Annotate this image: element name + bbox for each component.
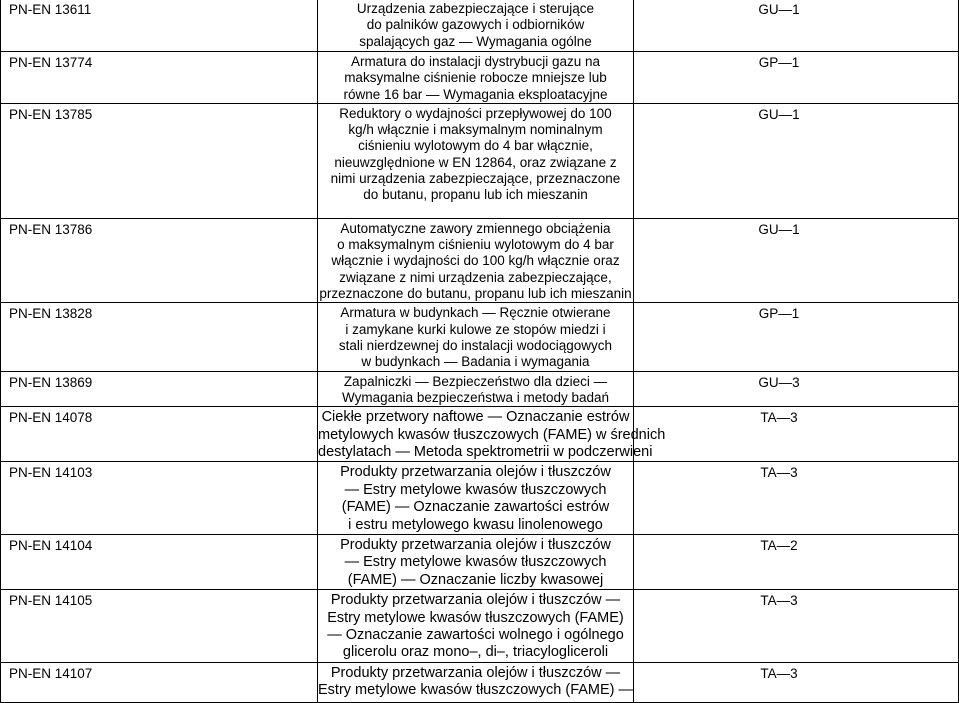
standard-title-line: o maksymalnym ciśnieniu wylotowym do 4 bar (337, 237, 614, 253)
standard-title-line: Zapalniczki — Bezpieczeństwo dla dzieci — (343, 373, 608, 389)
standard-title (318, 303, 634, 371)
standard-title-line: maksymalne ciśnienie robocze mniejsze lub (344, 70, 607, 86)
standard-group: TA—3 (634, 407, 959, 462)
standard-title-line: Urządzenia zabezpieczające i sterujące (356, 1, 595, 16)
standard-code: PN-EN 14104 (1, 535, 318, 590)
standard-title (318, 371, 634, 407)
standard-group: GU—3 (634, 371, 959, 407)
standard-code: PN-EN 13785 (1, 103, 318, 218)
standard-title (318, 535, 634, 590)
standard-group: GP—1 (634, 303, 959, 371)
standard-title-line: Ciekłe przetwory naftowe — Oznaczanie estrów (321, 409, 630, 426)
standard-title-line: do palników gazowych i odbiorników (366, 17, 585, 33)
standard-group: TA—3 (634, 462, 959, 535)
table-row (1, 407, 959, 462)
standard-title-line: Estry metylowe kwasów tłuszczowych (FAME) (327, 609, 624, 626)
standard-title-line: destylatach — Metoda spektrometrii w podczerwieni (318, 443, 653, 460)
standard-group: TA—2 (634, 535, 959, 590)
standard-code: PN-EN 14103 (1, 462, 318, 535)
standard-title-line: Produkty przetwarzania olejów i tłuszczów — (330, 592, 621, 609)
standard-title-line: spalających gaz — Wymagania ogólne (359, 33, 592, 49)
table-row (1, 0, 959, 52)
standard-title (318, 407, 666, 462)
standard-title-line: i estru metylowego kwasu linolenowego (348, 516, 603, 533)
standard-title-line: metylowych kwasów tłuszczowych (FAME) w średnich (318, 426, 666, 443)
standard-title-line: ciśnieniu wylotowym do 4 bar włącznie, (358, 138, 593, 154)
standard-title-line: Produkty przetwarzania olejów i tłuszczów (340, 537, 611, 553)
standard-title-line: do butanu, propanu lub ich mieszanin (363, 187, 588, 203)
standard-title-line: Wymagania bezpieczeństwa i metody badań (341, 389, 610, 405)
standard-title (318, 52, 634, 104)
standard-title-line: równe 16 bar — Wymagania eksploatacyjne (343, 86, 608, 102)
standard-title (318, 662, 634, 702)
standard-title-line: Reduktory o wydajności przepływowej do 100 (339, 105, 612, 121)
standard-code: PN-EN 14107 (1, 662, 318, 702)
standard-title-line: w budynkach — Badania i wymagania (361, 354, 590, 370)
standard-code: PN-EN 13869 (1, 371, 318, 407)
standard-title-line: nimi urządzenia zabezpieczające, przeznaczone (330, 171, 621, 187)
standard-title-line: Armatura w budynkach — Ręcznie otwierane (340, 305, 611, 321)
standard-group: GU—1 (634, 218, 959, 302)
standard-title-line: przeznaczone do butanu, propanu lub ich mieszanin (319, 286, 632, 302)
standard-code: PN-EN 13774 (1, 52, 318, 104)
table-row (1, 52, 959, 104)
table-row (1, 371, 959, 407)
standard-title-line: i zamykane kurki kulowe ze stopów miedzi i (345, 321, 606, 337)
table-row (1, 103, 959, 218)
standard-title-line: Armatura do instalacji dystrybucji gazu na (350, 54, 601, 69)
standard-title (318, 590, 634, 663)
standard-group: TA—3 (634, 662, 959, 702)
standard-title-line: (FAME) — Oznaczanie zawartości estrów (341, 499, 610, 516)
standard-title-line: Produkty przetwarzania olejów i tłuszczów — (330, 664, 621, 681)
standard-title-line: kg/h włącznie i maksymalnym nominalnym (348, 122, 603, 138)
standard-title-line: Estry metylowe kwasów tłuszczowych (FAME) — (318, 682, 634, 699)
standard-group: TA—3 (634, 590, 959, 663)
standard-title-line: Automatyczne zawory zmiennego obciążenia (340, 220, 611, 236)
standard-group: GU—1 (634, 0, 959, 52)
table-row (1, 462, 959, 535)
table-row (1, 535, 959, 590)
standard-title (318, 103, 634, 218)
standard-title-line: Produkty przetwarzania olejów i tłuszczów (340, 464, 611, 481)
table-row (1, 303, 959, 371)
standard-code: PN-EN 13786 (1, 218, 318, 302)
table-row (1, 218, 959, 302)
standard-code: PN-EN 14078 (1, 407, 318, 462)
table-row (1, 662, 959, 702)
standard-code: PN-EN 13611 (1, 0, 318, 52)
standard-title-line: nieuwzględnione w EN 12864, oraz związane z (334, 154, 617, 170)
standard-code: PN-EN 13828 (1, 303, 318, 371)
standard-code: PN-EN 14105 (1, 590, 318, 663)
standard-title (318, 0, 634, 52)
table-row (1, 590, 959, 663)
standard-title-line: glicerolu oraz mono–, di–, triacylogliceroli (342, 644, 609, 661)
standard-title-line: — Oznaczanie zawartości wolnego i ogólnego (327, 627, 624, 644)
standard-title (318, 218, 634, 302)
standard-title-line: (FAME) — Oznaczanie liczby kwasowej (347, 571, 604, 588)
standard-title-line: — Estry metylowe kwasów tłuszczowych (344, 554, 607, 571)
standard-title-line: — Estry metylowe kwasów tłuszczowych (344, 481, 607, 498)
standard-title-line: stali nierdzewnej do instalacji wodociągowych (338, 337, 613, 353)
standard-title-line: związane z nimi urządzenia zabezpieczające, (339, 269, 612, 285)
standard-title-line: włącznie i wydajności do 100 kg/h włącznie oraz (331, 253, 620, 269)
standard-group: GU—1 (634, 103, 959, 218)
standard-group: GP—1 (634, 52, 959, 104)
table-body (1, 0, 959, 702)
standard-title (318, 462, 634, 535)
